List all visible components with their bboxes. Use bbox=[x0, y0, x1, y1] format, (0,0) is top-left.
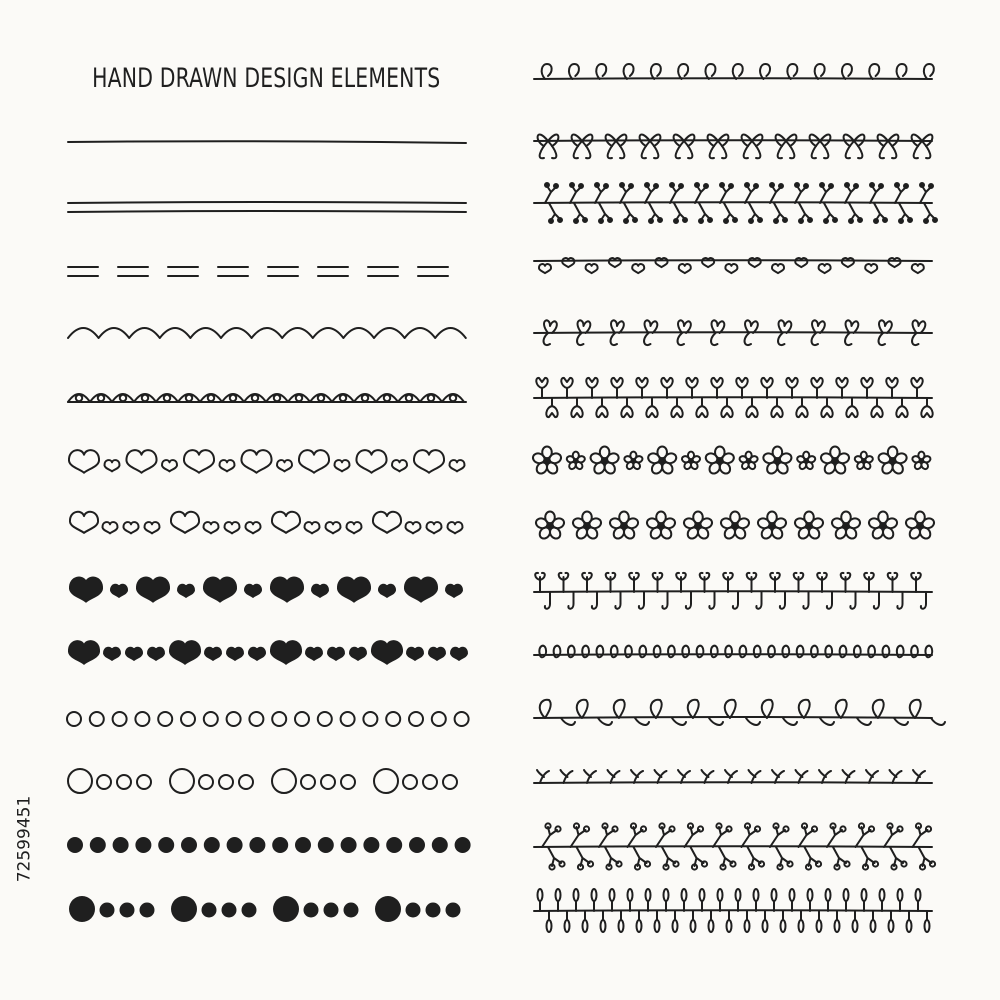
dot-filled-small bbox=[324, 903, 339, 918]
heart-outline-large bbox=[356, 450, 386, 473]
dot-filled-large bbox=[273, 896, 299, 922]
dot-filled-large bbox=[171, 896, 197, 922]
heart-outline-small bbox=[426, 522, 441, 533]
left-column-borders bbox=[67, 141, 471, 922]
heart-outline-large bbox=[241, 450, 271, 473]
heart-outline-small bbox=[449, 460, 464, 471]
dots-filled-row-2 bbox=[69, 896, 461, 922]
flower-small bbox=[854, 452, 874, 471]
single-line-border bbox=[68, 141, 466, 143]
dot-filled-small bbox=[100, 903, 115, 918]
flower-large bbox=[762, 446, 793, 475]
circle-outline bbox=[295, 712, 309, 726]
dot-filled bbox=[227, 837, 243, 853]
vine-heart-leaves bbox=[534, 258, 932, 273]
heart-outline-large bbox=[414, 450, 444, 473]
right-column-borders bbox=[532, 64, 945, 932]
heart-outline-large bbox=[70, 512, 98, 533]
heart-filled-small bbox=[306, 648, 322, 660]
flower-small bbox=[739, 452, 759, 471]
vine-loop-leaves bbox=[534, 646, 932, 658]
dot-filled-large bbox=[69, 896, 95, 922]
heart-filled-large bbox=[271, 578, 303, 602]
circle-outline-small bbox=[423, 775, 437, 789]
flower-small bbox=[681, 452, 701, 471]
flower-large bbox=[704, 446, 735, 475]
title-text: HAND DRAWN DESIGN ELEMENTS bbox=[91, 62, 441, 94]
heart-outline-small bbox=[123, 522, 138, 533]
heart-outline-small bbox=[447, 522, 462, 533]
dot-filled bbox=[158, 837, 174, 853]
heart-filled-large bbox=[70, 578, 102, 602]
dot-filled bbox=[67, 837, 83, 853]
flower bbox=[572, 511, 603, 540]
flower bbox=[720, 511, 751, 540]
vine-leaf-curls bbox=[534, 64, 934, 79]
dot-filled bbox=[318, 837, 334, 853]
heart-filled-small bbox=[379, 585, 395, 597]
heart-outline-large bbox=[126, 450, 156, 473]
heart-outline-small bbox=[346, 522, 361, 533]
hearts-filled-row-1 bbox=[70, 578, 462, 602]
circle-outline-small bbox=[403, 775, 417, 789]
heart-filled-large bbox=[204, 578, 236, 602]
circle-outline-small bbox=[239, 775, 253, 789]
circle-outline-small bbox=[219, 775, 233, 789]
heart-filled-small bbox=[126, 648, 142, 660]
heart-outline-large bbox=[373, 512, 401, 533]
dot-filled bbox=[363, 837, 379, 853]
flowers-alternating-sizes bbox=[532, 446, 932, 475]
circle-outline-small bbox=[199, 775, 213, 789]
circle-outline-small bbox=[97, 775, 111, 789]
dot-filled bbox=[181, 837, 197, 853]
circle-outline-small bbox=[117, 775, 131, 789]
flowers-equal-sizes bbox=[535, 511, 936, 540]
circle-outline bbox=[135, 712, 149, 726]
dot-filled-small bbox=[242, 903, 257, 918]
circle-outline bbox=[90, 712, 104, 726]
circle-outline bbox=[386, 712, 400, 726]
heart-filled-small bbox=[205, 648, 221, 660]
vine-branching-sprigs bbox=[534, 183, 937, 223]
flower-large bbox=[877, 446, 908, 475]
heart-outline-small bbox=[304, 522, 319, 533]
dot-filled-small bbox=[446, 903, 461, 918]
stock-id-watermark bbox=[13, 775, 35, 903]
heart-filled-small bbox=[451, 648, 467, 660]
heart-outline-large bbox=[184, 450, 214, 473]
circle-outline-large bbox=[272, 769, 296, 793]
dot-filled-small bbox=[120, 903, 135, 918]
vine-long-leaves bbox=[534, 700, 945, 725]
circles-outline-row-2 bbox=[68, 769, 457, 793]
heart-filled-large bbox=[137, 578, 169, 602]
flower-large bbox=[820, 446, 851, 475]
flower bbox=[535, 511, 566, 540]
dot-filled-small bbox=[344, 903, 359, 918]
circle-outline-small bbox=[341, 775, 355, 789]
dot-filled-small bbox=[304, 903, 319, 918]
circle-outline-small bbox=[301, 775, 315, 789]
flower bbox=[646, 511, 677, 540]
heart-filled-small bbox=[178, 585, 194, 597]
heart-outline-small bbox=[203, 522, 218, 533]
heart-outline-large bbox=[171, 512, 199, 533]
vine-curl-hooks bbox=[534, 573, 932, 609]
flower-large bbox=[532, 446, 563, 475]
heart-filled-large bbox=[372, 641, 402, 664]
circle-outline-large bbox=[374, 769, 398, 793]
heart-filled-small bbox=[429, 648, 445, 660]
heart-filled-small bbox=[446, 585, 462, 597]
dot-filled bbox=[272, 837, 288, 853]
flower bbox=[831, 511, 862, 540]
dot-filled bbox=[249, 837, 265, 853]
heart-outline-small bbox=[162, 460, 177, 471]
dots-filled-row-1 bbox=[67, 837, 471, 853]
circle-outline bbox=[204, 712, 218, 726]
double-line-border bbox=[68, 202, 466, 212]
dot-filled-small bbox=[202, 903, 217, 918]
circle-outline bbox=[341, 712, 355, 726]
vine-tulip-buds bbox=[534, 378, 933, 417]
heart-outline-small bbox=[144, 522, 159, 533]
flower bbox=[757, 511, 788, 540]
stock-id-text: 72599451 bbox=[14, 795, 34, 883]
heart-filled-small bbox=[104, 648, 120, 660]
heart-filled-small bbox=[249, 648, 265, 660]
flower-small bbox=[796, 452, 816, 471]
circle-outline-small bbox=[321, 775, 335, 789]
flower-small bbox=[624, 452, 644, 471]
flower-small bbox=[566, 452, 586, 471]
flower-large bbox=[589, 446, 620, 475]
flower bbox=[868, 511, 899, 540]
circle-outline bbox=[113, 712, 127, 726]
heart-filled-large bbox=[271, 641, 301, 664]
heart-filled-small bbox=[350, 648, 366, 660]
heart-outline-large bbox=[69, 450, 99, 473]
heart-outline-small bbox=[405, 522, 420, 533]
circle-outline bbox=[432, 712, 446, 726]
circle-outline bbox=[409, 712, 423, 726]
dot-filled bbox=[113, 837, 129, 853]
circles-outline-row-1 bbox=[67, 712, 469, 726]
heart-outline-small bbox=[224, 522, 239, 533]
heart-outline-small bbox=[334, 460, 349, 471]
vine-hanging-drops bbox=[534, 889, 932, 932]
circle-outline bbox=[249, 712, 263, 726]
heart-outline-small bbox=[104, 460, 119, 471]
double-dash-border bbox=[68, 267, 448, 276]
dot-filled-large bbox=[375, 896, 401, 922]
heart-outline-small bbox=[219, 460, 234, 471]
dot-filled bbox=[386, 837, 402, 853]
dot-filled bbox=[341, 837, 357, 853]
vine-tiny-sprouts bbox=[534, 770, 932, 783]
heart-outline-small bbox=[102, 522, 117, 533]
flower bbox=[905, 511, 936, 540]
heart-filled-small bbox=[111, 585, 127, 597]
hearts-outline-row-2 bbox=[70, 512, 463, 534]
circle-outline-large bbox=[170, 769, 194, 793]
heart-filled-small bbox=[245, 585, 261, 597]
circle-outline bbox=[363, 712, 377, 726]
dot-filled bbox=[295, 837, 311, 853]
circle-outline bbox=[318, 712, 332, 726]
circle-outline-small bbox=[137, 775, 151, 789]
circle-outline bbox=[181, 712, 195, 726]
dot-filled bbox=[432, 837, 448, 853]
circle-outline-large bbox=[68, 769, 92, 793]
flower-large bbox=[647, 446, 678, 475]
heart-outline-large bbox=[272, 512, 300, 533]
circle-outline-small bbox=[443, 775, 457, 789]
circle-outline bbox=[227, 712, 241, 726]
dot-filled bbox=[455, 837, 471, 853]
heart-filled-small bbox=[312, 585, 328, 597]
dot-filled bbox=[135, 837, 151, 853]
flower bbox=[683, 511, 714, 540]
dot-filled bbox=[204, 837, 220, 853]
heart-filled-large bbox=[69, 641, 99, 664]
flower bbox=[794, 511, 825, 540]
circle-outline bbox=[158, 712, 172, 726]
dot-filled-small bbox=[140, 903, 155, 918]
vine-butterfly-leaves bbox=[534, 135, 932, 159]
circle-outline bbox=[67, 712, 81, 726]
heart-filled-small bbox=[407, 648, 423, 660]
scallop-border bbox=[68, 328, 466, 338]
heart-filled-large bbox=[170, 641, 200, 664]
dot-filled bbox=[90, 837, 106, 853]
dot-filled bbox=[409, 837, 425, 853]
flower-small bbox=[912, 452, 932, 471]
dot-filled-small bbox=[222, 903, 237, 918]
hearts-filled-row-2 bbox=[69, 641, 467, 664]
heart-outline-small bbox=[325, 522, 340, 533]
dot-filled-small bbox=[406, 903, 421, 918]
circle-outline bbox=[455, 712, 469, 726]
dot-filled-small bbox=[426, 903, 441, 918]
heart-filled-small bbox=[227, 648, 243, 660]
heart-outline-small bbox=[245, 522, 260, 533]
circle-outline bbox=[272, 712, 286, 726]
heart-filled-small bbox=[148, 648, 164, 660]
heart-filled-large bbox=[405, 578, 437, 602]
heart-outline-small bbox=[392, 460, 407, 471]
vine-berry-sprigs bbox=[534, 823, 935, 869]
flower bbox=[609, 511, 640, 540]
vine-clover-sprigs bbox=[534, 320, 932, 345]
heart-filled-small bbox=[328, 648, 344, 660]
hearts-outline-row-1 bbox=[69, 450, 465, 473]
heart-outline-small bbox=[277, 460, 292, 471]
heart-filled-large bbox=[338, 578, 370, 602]
loop-scallop-border bbox=[68, 394, 466, 402]
heart-outline-large bbox=[299, 450, 329, 473]
